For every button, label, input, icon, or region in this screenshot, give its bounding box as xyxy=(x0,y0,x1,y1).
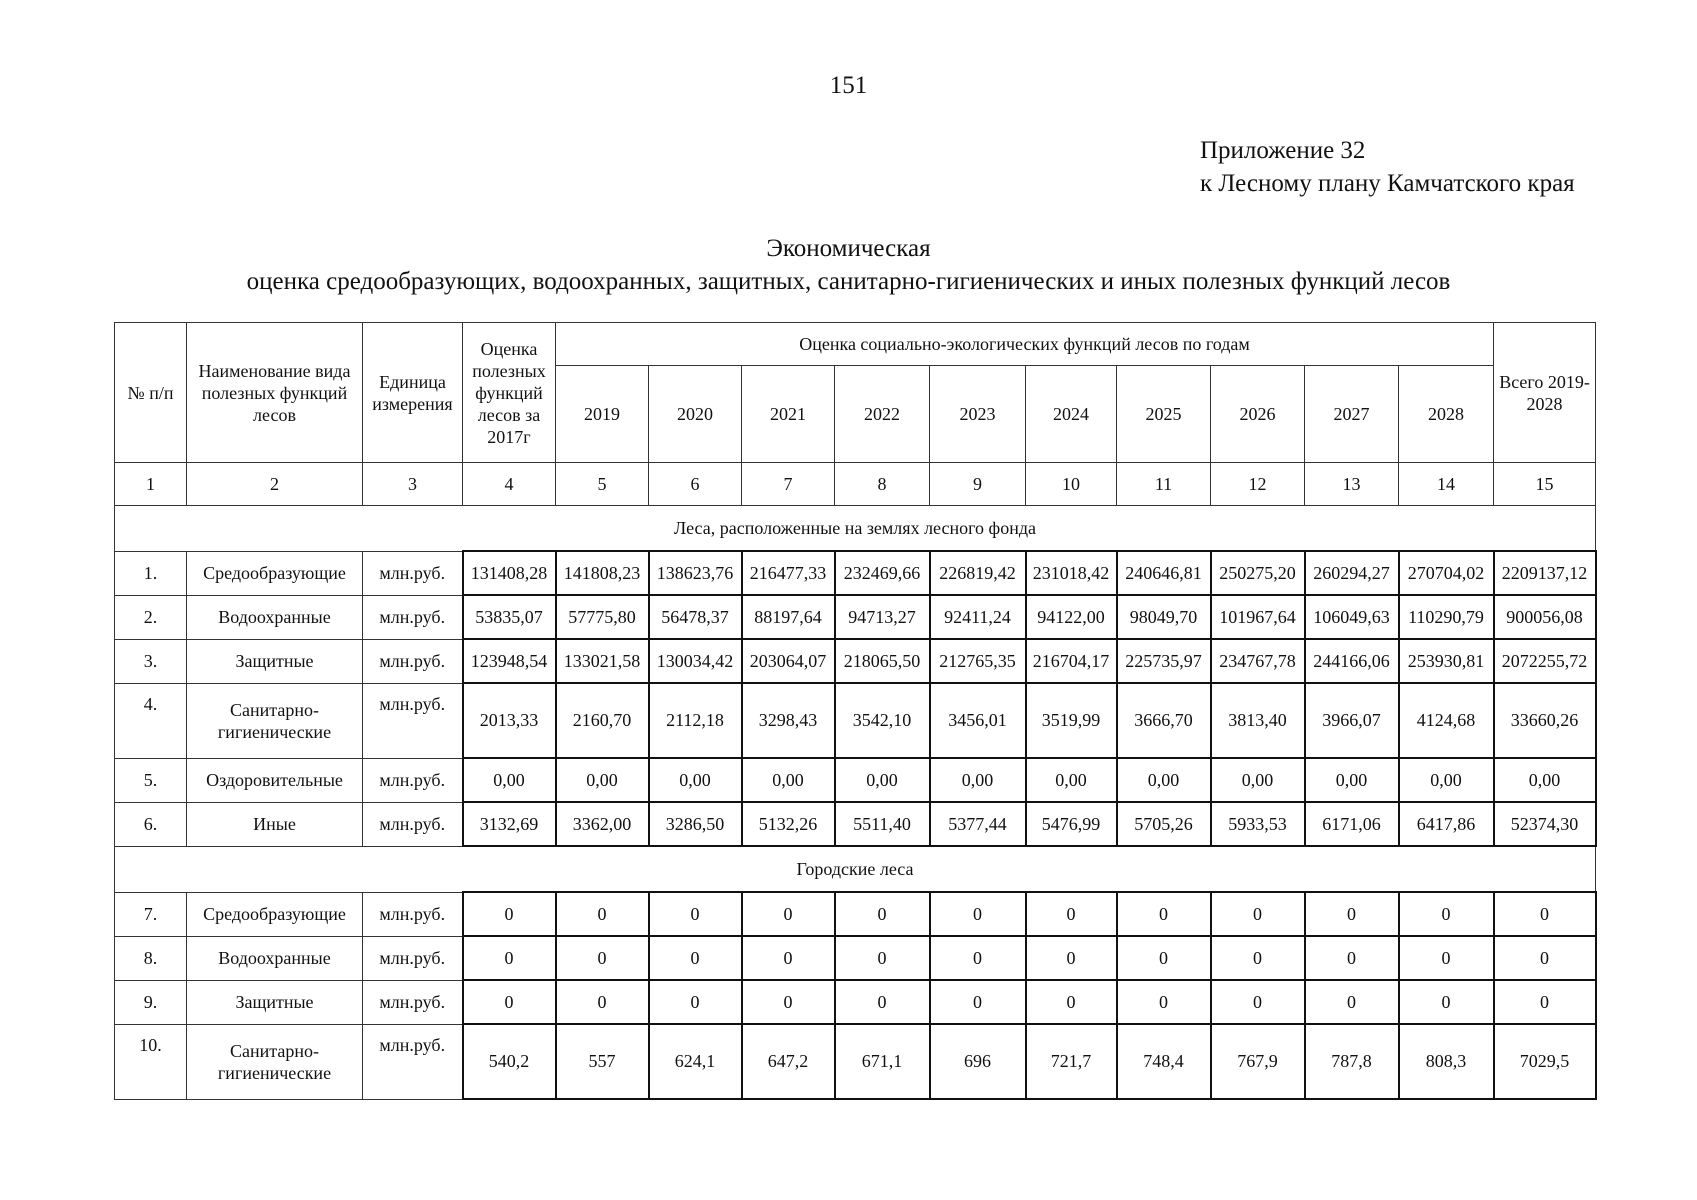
value-cell: 0 xyxy=(742,980,835,1024)
section-title: Леса, расположенные на землях лесного фонда xyxy=(115,506,1596,552)
row-function-name: Санитарно-гигиенические xyxy=(187,683,363,758)
value-cell: 131408,28 xyxy=(463,551,556,595)
header-num: № п/п xyxy=(115,323,187,463)
value-cell: 0,00 xyxy=(1026,758,1117,802)
header-by-years: Оценка социально-экологических функций лесов по годам xyxy=(556,323,1494,366)
value-cell: 225735,97 xyxy=(1117,639,1211,683)
value-cell: 92411,24 xyxy=(930,595,1026,639)
header-unit: Единица измерения xyxy=(363,323,463,463)
value-cell: 0 xyxy=(1399,980,1494,1024)
row-function-name: Оздоровительные xyxy=(187,758,363,802)
value-cell: 0 xyxy=(835,892,930,936)
section-title: Городские леса xyxy=(115,846,1596,892)
header-year-2023: 2023 xyxy=(930,366,1026,463)
table-row xyxy=(115,595,1596,639)
value-cell: 721,7 xyxy=(1026,1024,1117,1099)
value-cell: 0 xyxy=(1494,936,1596,980)
row-function-name: Средообразующие xyxy=(187,551,363,595)
value-cell: 2112,18 xyxy=(649,683,742,758)
header-year-2028: 2028 xyxy=(1399,366,1494,463)
value-cell: 0,00 xyxy=(1399,758,1494,802)
table-row xyxy=(115,980,1596,1024)
value-cell: 0 xyxy=(649,936,742,980)
table-row xyxy=(115,1024,1596,1099)
title-line-2: оценка средообразующих, водоохранных, защитных, санитарно-гигиенических и иных полезных функций лесов xyxy=(246,268,1451,295)
value-cell: 3362,00 xyxy=(556,802,649,846)
value-cell: 5476,99 xyxy=(1026,802,1117,846)
value-cell: 6171,06 xyxy=(1305,802,1399,846)
value-cell: 5511,40 xyxy=(835,802,930,846)
value-cell: 56478,37 xyxy=(649,595,742,639)
table-header xyxy=(115,323,1596,463)
row-number: 5. xyxy=(115,758,187,802)
column-number-cell: 4 xyxy=(463,463,556,506)
value-cell: 767,9 xyxy=(1211,1024,1305,1099)
value-cell: 3813,40 xyxy=(1211,683,1305,758)
value-cell: 3966,07 xyxy=(1305,683,1399,758)
value-cell: 0 xyxy=(1026,892,1117,936)
value-cell: 787,8 xyxy=(1305,1024,1399,1099)
value-cell: 216704,17 xyxy=(1026,639,1117,683)
value-cell: 141808,23 xyxy=(556,551,649,595)
row-unit: млн.руб. xyxy=(363,802,463,846)
value-cell: 0 xyxy=(835,936,930,980)
value-cell: 2209137,12 xyxy=(1494,551,1596,595)
row-unit: млн.руб. xyxy=(363,892,463,936)
row-unit: млн.руб. xyxy=(363,1024,463,1099)
value-cell: 0 xyxy=(742,936,835,980)
value-cell: 270704,02 xyxy=(1399,551,1494,595)
column-number-cell: 6 xyxy=(649,463,742,506)
row-function-name: Иные xyxy=(187,802,363,846)
row-function-name: Санитарно-гигиенические xyxy=(187,1024,363,1099)
value-cell: 138623,76 xyxy=(649,551,742,595)
value-cell: 0 xyxy=(649,980,742,1024)
value-cell: 748,4 xyxy=(1117,1024,1211,1099)
value-cell: 0,00 xyxy=(649,758,742,802)
value-cell: 900056,08 xyxy=(1494,595,1596,639)
table-row xyxy=(115,639,1596,683)
value-cell: 216477,33 xyxy=(742,551,835,595)
appendix-line-2: к Лесному плану Камчатского края xyxy=(1200,170,1575,197)
value-cell: 0 xyxy=(649,892,742,936)
header-year-2020: 2020 xyxy=(649,366,742,463)
row-unit: млн.руб. xyxy=(363,595,463,639)
value-cell: 0 xyxy=(1117,936,1211,980)
document-title xyxy=(0,232,1697,298)
value-cell: 218065,50 xyxy=(835,639,930,683)
header-year-2021: 2021 xyxy=(742,366,835,463)
value-cell: 260294,27 xyxy=(1305,551,1399,595)
value-cell: 5933,53 xyxy=(1211,802,1305,846)
page-number: 151 xyxy=(829,72,868,99)
row-number: 3. xyxy=(115,639,187,683)
row-unit: млн.руб. xyxy=(363,936,463,980)
value-cell: 0,00 xyxy=(742,758,835,802)
value-cell: 0,00 xyxy=(1211,758,1305,802)
header-year-2024: 2024 xyxy=(1026,366,1117,463)
value-cell: 647,2 xyxy=(742,1024,835,1099)
value-cell: 203064,07 xyxy=(742,639,835,683)
economic-assessment-table xyxy=(114,322,1597,1100)
value-cell: 244166,06 xyxy=(1305,639,1399,683)
value-cell: 3298,43 xyxy=(742,683,835,758)
value-cell: 0 xyxy=(1211,980,1305,1024)
value-cell: 110290,79 xyxy=(1399,595,1494,639)
row-unit: млн.руб. xyxy=(363,758,463,802)
row-number: 9. xyxy=(115,980,187,1024)
column-number-cell: 10 xyxy=(1026,463,1117,506)
value-cell: 0,00 xyxy=(835,758,930,802)
header-year-2019: 2019 xyxy=(556,366,649,463)
header-total: Всего 2019-2028 xyxy=(1494,323,1596,463)
column-number-cell: 9 xyxy=(930,463,1026,506)
value-cell: 133021,58 xyxy=(556,639,649,683)
value-cell: 5132,26 xyxy=(742,802,835,846)
column-numbers-row xyxy=(115,463,1596,506)
value-cell: 0 xyxy=(1117,892,1211,936)
column-number-cell: 12 xyxy=(1211,463,1305,506)
value-cell: 234767,78 xyxy=(1211,639,1305,683)
value-cell: 0 xyxy=(556,936,649,980)
value-cell: 123948,54 xyxy=(463,639,556,683)
column-number-cell: 7 xyxy=(742,463,835,506)
column-number-cell: 3 xyxy=(363,463,463,506)
value-cell: 0 xyxy=(1494,980,1596,1024)
table-row xyxy=(115,683,1596,758)
value-cell: 53835,07 xyxy=(463,595,556,639)
header-year-2022: 2022 xyxy=(835,366,930,463)
row-number: 2. xyxy=(115,595,187,639)
column-number-cell: 8 xyxy=(835,463,930,506)
header-estimate-2017: Оценка полезных функций лесов за 2017г xyxy=(463,323,556,463)
header-year-2025: 2025 xyxy=(1117,366,1211,463)
value-cell: 0 xyxy=(1305,936,1399,980)
value-cell: 2072255,72 xyxy=(1494,639,1596,683)
value-cell: 0 xyxy=(1117,980,1211,1024)
value-cell: 3519,99 xyxy=(1026,683,1117,758)
column-number-cell: 1 xyxy=(115,463,187,506)
value-cell: 33660,26 xyxy=(1494,683,1596,758)
row-number: 4. xyxy=(115,683,187,758)
value-cell: 101967,64 xyxy=(1211,595,1305,639)
value-cell: 0,00 xyxy=(1117,758,1211,802)
value-cell: 226819,42 xyxy=(930,551,1026,595)
row-function-name: Водоохранные xyxy=(187,595,363,639)
value-cell: 0,00 xyxy=(463,758,556,802)
value-cell: 0,00 xyxy=(1305,758,1399,802)
row-function-name: Защитные xyxy=(187,980,363,1024)
value-cell: 540,2 xyxy=(463,1024,556,1099)
value-cell: 0 xyxy=(1305,892,1399,936)
column-number-cell: 14 xyxy=(1399,463,1494,506)
header-year-2027: 2027 xyxy=(1305,366,1399,463)
value-cell: 0 xyxy=(1399,936,1494,980)
value-cell: 0 xyxy=(556,980,649,1024)
table-row xyxy=(115,892,1596,936)
value-cell: 3666,70 xyxy=(1117,683,1211,758)
value-cell: 3542,10 xyxy=(835,683,930,758)
value-cell: 0,00 xyxy=(556,758,649,802)
value-cell: 98049,70 xyxy=(1117,595,1211,639)
title-line-1: Экономическая xyxy=(766,235,931,262)
value-cell: 0 xyxy=(1211,892,1305,936)
section-row xyxy=(115,846,1596,892)
value-cell: 94122,00 xyxy=(1026,595,1117,639)
value-cell: 0 xyxy=(1211,936,1305,980)
table-row xyxy=(115,802,1596,846)
row-function-name: Защитные xyxy=(187,639,363,683)
value-cell: 0 xyxy=(1494,892,1596,936)
section-row xyxy=(115,506,1596,552)
value-cell: 253930,81 xyxy=(1399,639,1494,683)
value-cell: 671,1 xyxy=(835,1024,930,1099)
value-cell: 2013,33 xyxy=(463,683,556,758)
table-row xyxy=(115,551,1596,595)
value-cell: 0 xyxy=(463,980,556,1024)
row-unit: млн.руб. xyxy=(363,683,463,758)
value-cell: 52374,30 xyxy=(1494,802,1596,846)
value-cell: 808,3 xyxy=(1399,1024,1494,1099)
value-cell: 0 xyxy=(463,892,556,936)
value-cell: 106049,63 xyxy=(1305,595,1399,639)
table-row xyxy=(115,758,1596,802)
value-cell: 212765,35 xyxy=(930,639,1026,683)
value-cell: 0,00 xyxy=(1494,758,1596,802)
value-cell: 2160,70 xyxy=(556,683,649,758)
header-year-2026: 2026 xyxy=(1211,366,1305,463)
row-unit: млн.руб. xyxy=(363,551,463,595)
value-cell: 0 xyxy=(463,936,556,980)
value-cell: 0 xyxy=(1305,980,1399,1024)
value-cell: 5705,26 xyxy=(1117,802,1211,846)
row-number: 6. xyxy=(115,802,187,846)
value-cell: 0 xyxy=(556,892,649,936)
appendix-line-1: Приложение 32 xyxy=(1200,137,1366,164)
value-cell: 557 xyxy=(556,1024,649,1099)
row-number: 10. xyxy=(115,1024,187,1099)
row-number: 8. xyxy=(115,936,187,980)
value-cell: 3132,69 xyxy=(463,802,556,846)
value-cell: 0 xyxy=(835,980,930,1024)
value-cell: 624,1 xyxy=(649,1024,742,1099)
row-unit: млн.руб. xyxy=(363,980,463,1024)
header-name: Наименование вида полезных функций лесов xyxy=(187,323,363,463)
appendix-caption xyxy=(1200,134,1575,200)
column-number-cell: 11 xyxy=(1117,463,1211,506)
value-cell: 5377,44 xyxy=(930,802,1026,846)
column-number-cell: 13 xyxy=(1305,463,1399,506)
value-cell: 0 xyxy=(930,936,1026,980)
column-number-cell: 15 xyxy=(1494,463,1596,506)
table-row xyxy=(115,936,1596,980)
table-body xyxy=(115,463,1596,1100)
value-cell: 7029,5 xyxy=(1494,1024,1596,1099)
value-cell: 0,00 xyxy=(930,758,1026,802)
value-cell: 88197,64 xyxy=(742,595,835,639)
value-cell: 0 xyxy=(1026,936,1117,980)
value-cell: 696 xyxy=(930,1024,1026,1099)
value-cell: 0 xyxy=(930,980,1026,1024)
value-cell: 6417,86 xyxy=(1399,802,1494,846)
row-function-name: Водоохранные xyxy=(187,936,363,980)
row-function-name: Средообразующие xyxy=(187,892,363,936)
value-cell: 94713,27 xyxy=(835,595,930,639)
column-number-cell: 2 xyxy=(187,463,363,506)
value-cell: 4124,68 xyxy=(1399,683,1494,758)
value-cell: 3456,01 xyxy=(930,683,1026,758)
value-cell: 231018,42 xyxy=(1026,551,1117,595)
value-cell: 57775,80 xyxy=(556,595,649,639)
value-cell: 130034,42 xyxy=(649,639,742,683)
value-cell: 3286,50 xyxy=(649,802,742,846)
row-number: 1. xyxy=(115,551,187,595)
value-cell: 240646,81 xyxy=(1117,551,1211,595)
row-number: 7. xyxy=(115,892,187,936)
value-cell: 0 xyxy=(1399,892,1494,936)
value-cell: 0 xyxy=(742,892,835,936)
value-cell: 0 xyxy=(1026,980,1117,1024)
column-number-cell: 5 xyxy=(556,463,649,506)
row-unit: млн.руб. xyxy=(363,639,463,683)
value-cell: 232469,66 xyxy=(835,551,930,595)
value-cell: 250275,20 xyxy=(1211,551,1305,595)
value-cell: 0 xyxy=(930,892,1026,936)
